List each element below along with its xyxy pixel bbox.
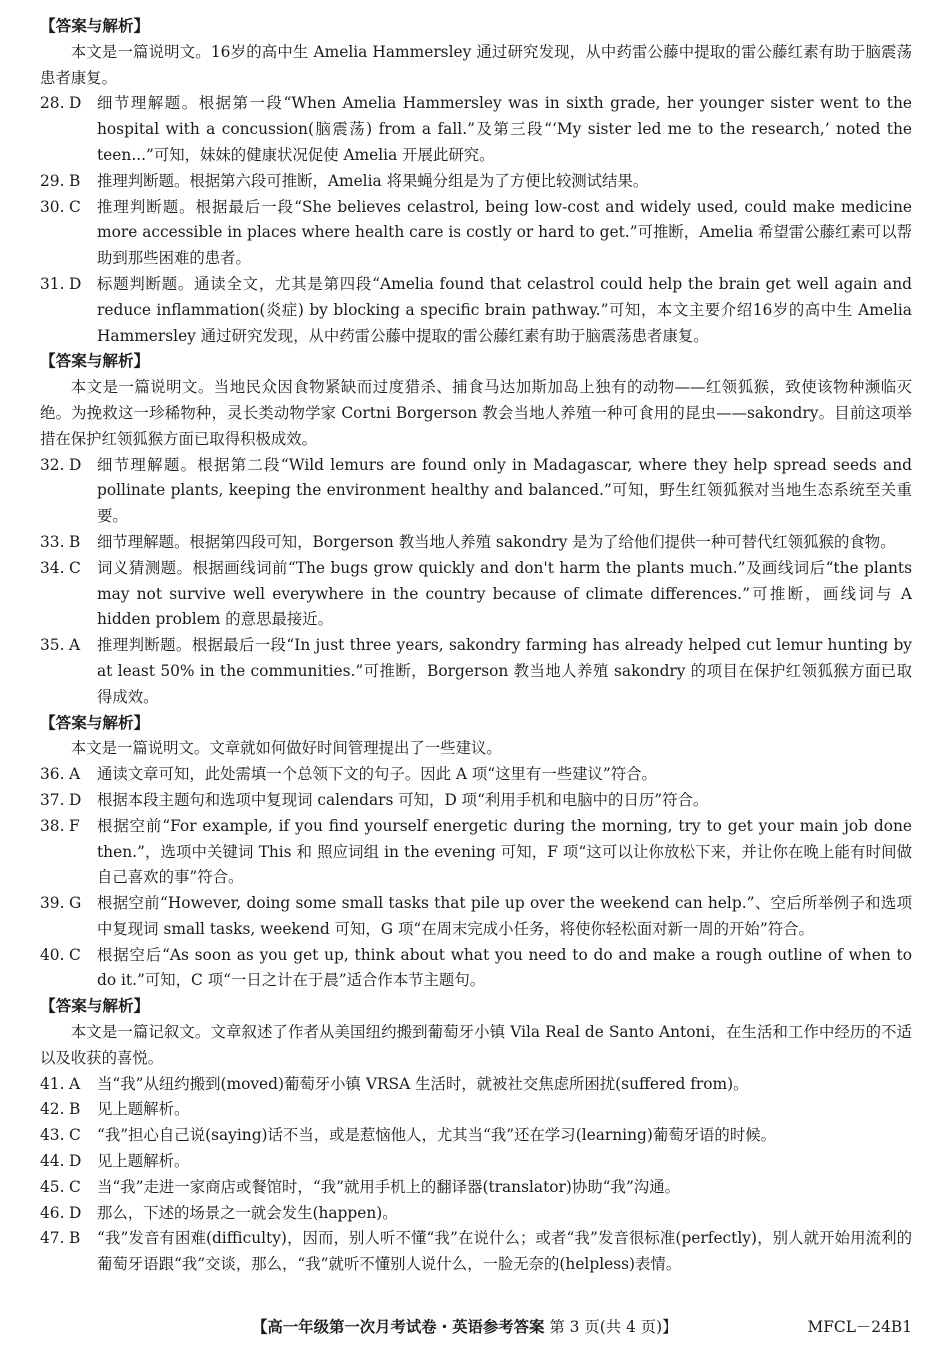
answer-letter: D (69, 1203, 82, 1222)
answer-item (40, 1097, 912, 1123)
question-number: 42. (40, 1100, 65, 1119)
question-number: 30. (40, 197, 65, 216)
answer-letter: D (69, 94, 82, 113)
question-number: 29. (40, 171, 65, 190)
question-number: 33. (40, 532, 65, 551)
answer-letter: A (69, 636, 81, 655)
question-number: 46. (40, 1203, 65, 1222)
question-number: 34. (40, 558, 65, 577)
answer-letter: F (69, 816, 80, 835)
answer-item (40, 1201, 912, 1227)
answer-item (40, 891, 912, 943)
footer-title: 【高一年级第一次月考试卷・英语参考答案 (252, 1318, 545, 1336)
question-number: 40. (40, 945, 65, 964)
answer-explanation: 推理判断题。根据最后一段“She believes celastrol, being low-cost and widely used, could make medicine more accessible in places where health care is costly or hard to get.”可推断，Amelia 希望雷公藤红素可以帮助到那些困难的患者。 (97, 197, 912, 268)
answer-letter: B (69, 532, 81, 551)
answer-section (40, 14, 912, 349)
answer-section (40, 994, 912, 1278)
answer-item (40, 1226, 912, 1278)
answer-explanation: “我”担心自己说(saying)话不当，或是惹恼他人，尤其当“我”还在学习(learning)葡萄牙语的时候。 (97, 1126, 776, 1145)
answer-letter: G (69, 894, 82, 913)
footer-left (40, 1316, 677, 1338)
answer-item (40, 1123, 912, 1149)
answer-letter: B (69, 171, 81, 190)
answer-explanation: 根据空前“However, doing some small tasks that pile up over the weekend can help.”、空后所举例子和选项中复现词 small tasks, weekend 可知，G 项“在周末完成小任务，将使你轻松面对新一周的开始”符合。 (97, 894, 912, 938)
answer-explanation: 根据空前“For example, if you find yourself energetic during the morning, try to get your main job done then.”，选项中关键词 This 和 照应词组 in the evening 可知，F 项“这可以让你放松下来，并让你在晚上能有时间做自己喜欢的事”符合。 (97, 816, 912, 887)
answer-explanation: 细节理解题。根据第二段“Wild lemurs are found only in Madagascar, where they help spread seeds and pollinate plants, keeping the environment healthy and balanced.”可知，野生红领狐猴对当地生态系统至关重要。 (97, 455, 912, 526)
answer-letter: D (69, 274, 82, 293)
section-intro: 本文是一篇说明文。文章就如何做好时间管理提出了一些建议。 (70, 739, 502, 758)
answer-explanation: 见上题解析。 (97, 1152, 190, 1171)
section-intro: 本文是一篇记叙文。文章叙述了作者从美国纽约搬到葡萄牙小镇 Vila Real de Santo Antoni，在生活和工作中经历的不适以及收获的喜悦。 (40, 1023, 912, 1067)
answer-letter: D (69, 1152, 82, 1171)
answer-letter: A (69, 1074, 81, 1093)
answer-item (40, 530, 912, 556)
answer-explanation: 细节理解题。根据第一段“When Amelia Hammersley was in sixth grade, her younger sister went to the hospital with a concussion(脑震荡) from a fall.”及第三段“‘My sister led me to the research,’ noted the teen...”可知，妹妹的健康状况促使 Amelia 开展此研究。 (97, 94, 912, 164)
answer-item (40, 1149, 912, 1175)
footer-code: MFCL－24B1 (807, 1318, 912, 1336)
answer-letter: B (69, 1229, 81, 1248)
answer-item (40, 195, 912, 272)
answer-explanation: 词义猜测题。根据画线词前“The bugs grow quickly and don't harm the plants much.”及画线词后“the plants may not survive well everywhere in the country because of climate differences.”可推断，画线词与 A hidden problem 的意思最接近。 (97, 558, 912, 629)
answer-letter: A (69, 765, 81, 784)
question-number: 38. (40, 816, 65, 835)
section-heading: 【答案与解析】 (40, 352, 150, 371)
question-number: 43. (40, 1126, 65, 1145)
answer-letter: C (69, 945, 81, 964)
answer-item (40, 762, 912, 788)
question-number: 28. (40, 94, 65, 113)
answer-explanation: 通读文章可知，此处需填一个总领下文的句子。因此 A 项“这里有一些建议”符合。 (97, 765, 657, 784)
answer-explanation: 当“我”走进一家商店或餐馆时，“我”就用手机上的翻译器(translator)协助“我”沟通。 (97, 1177, 680, 1196)
answer-letter: D (69, 790, 82, 809)
question-number: 47. (40, 1229, 65, 1248)
question-number: 35. (40, 636, 65, 655)
answer-item (40, 788, 912, 814)
answer-explanation: 推理判断题。根据最后一段“In just three years, sakondry farming has already helped cut lemur hunting by at least 50% in the communities.”可推断，Borgerson 教当地人养殖 sakondry 的项目在保护红领狐猴方面已取得成效。 (97, 636, 912, 706)
question-number: 36. (40, 765, 65, 784)
answer-letter: C (69, 1177, 81, 1196)
answer-explanation: 细节理解题。根据第四段可知，Borgerson 教当地人养殖 sakondry 是为了给他们提供一种可替代红领狐猴的食物。 (97, 532, 896, 551)
answer-item (40, 943, 912, 995)
question-number: 31. (40, 274, 65, 293)
answer-content (40, 14, 912, 1278)
section-intro: 本文是一篇说明文。16岁的高中生 Amelia Hammersley 通过研究发现，从中药雷公藤中提取的雷公藤红素有助于脑震荡患者康复。 (40, 42, 912, 87)
answer-item (40, 1072, 912, 1098)
question-number: 39. (40, 894, 65, 913)
answer-item (40, 814, 912, 891)
answer-explanation: 推理判断题。根据第六段可推断，Amelia 将果蝇分组是为了方便比较测试结果。 (97, 171, 649, 190)
answer-letter: D (69, 455, 82, 474)
section-heading: 【答案与解析】 (40, 997, 150, 1016)
question-number: 37. (40, 790, 65, 809)
page-footer (40, 1316, 912, 1338)
answer-letter: C (69, 197, 81, 216)
answer-section (40, 349, 912, 710)
answer-letter: B (69, 1100, 81, 1119)
answer-explanation: 标题判断题。通读全文，尤其是第四段“Amelia found that celastrol could help the brain get well again and reduce inflammation(炎症) by blocking a specific brain pathway.”可知，本文主要介绍16岁的高中生 Amelia Hammersley 通过研究发现，从中药雷公藤中提取的雷公藤红素有助于脑震荡患者康复。 (97, 274, 912, 345)
question-number: 41. (40, 1074, 65, 1093)
answer-letter: C (69, 558, 81, 577)
answer-explanation: 当“我”从纽约搬到(moved)葡萄牙小镇 VRSA 生活时，就被社交焦虑所困扰(suffered from)。 (97, 1074, 749, 1093)
question-number: 32. (40, 455, 65, 474)
section-intro: 本文是一篇说明文。当地民众因食物紧缺而过度猎杀、捕食马达加斯加岛上独有的动物——红领狐猴，致使该物种濒临灭绝。为挽救这一珍稀物种，灵长类动物学家 Cortni Borgerson 教会当地人养殖一种可食用的昆虫——sakondry。目前这项举措在保护红领狐猴方面已取得积极成效。 (40, 378, 912, 448)
answer-item (40, 91, 912, 168)
answer-explanation: 根据空后“As soon as you get up, think about what you need to do and make a rough outline of when to do it.”可知，C 项“一日之计在于晨”适合作本节主题句。 (97, 945, 912, 990)
footer-page: 第 3 页(共 4 页)】 (549, 1318, 678, 1336)
question-number: 45. (40, 1177, 65, 1196)
question-number: 44. (40, 1152, 65, 1171)
answer-explanation: 见上题解析。 (97, 1100, 190, 1119)
answer-item (40, 272, 912, 349)
answer-item (40, 633, 912, 710)
answer-item (40, 1175, 912, 1201)
answer-section (40, 711, 912, 995)
answer-letter: C (69, 1126, 81, 1145)
answer-item (40, 169, 912, 195)
answer-explanation: 那么，下述的场景之一就会发生(happen)。 (97, 1203, 398, 1222)
answer-item (40, 556, 912, 633)
answer-explanation: “我”发音有困难(difficulty)，因而，别人听不懂“我”在说什么；或者“我”发音很标准(perfectly)，别人就开始用流利的葡萄牙语跟“我”交谈，那么，“我”就听不懂别人说什么，一脸无奈的(helpless)表情。 (97, 1229, 912, 1274)
section-heading: 【答案与解析】 (40, 17, 150, 35)
section-heading: 【答案与解析】 (40, 713, 150, 732)
answer-explanation: 根据本段主题句和选项中复现词 calendars 可知，D 项“利用手机和电脑中的日历”符合。 (97, 790, 709, 809)
answer-item (40, 453, 912, 530)
